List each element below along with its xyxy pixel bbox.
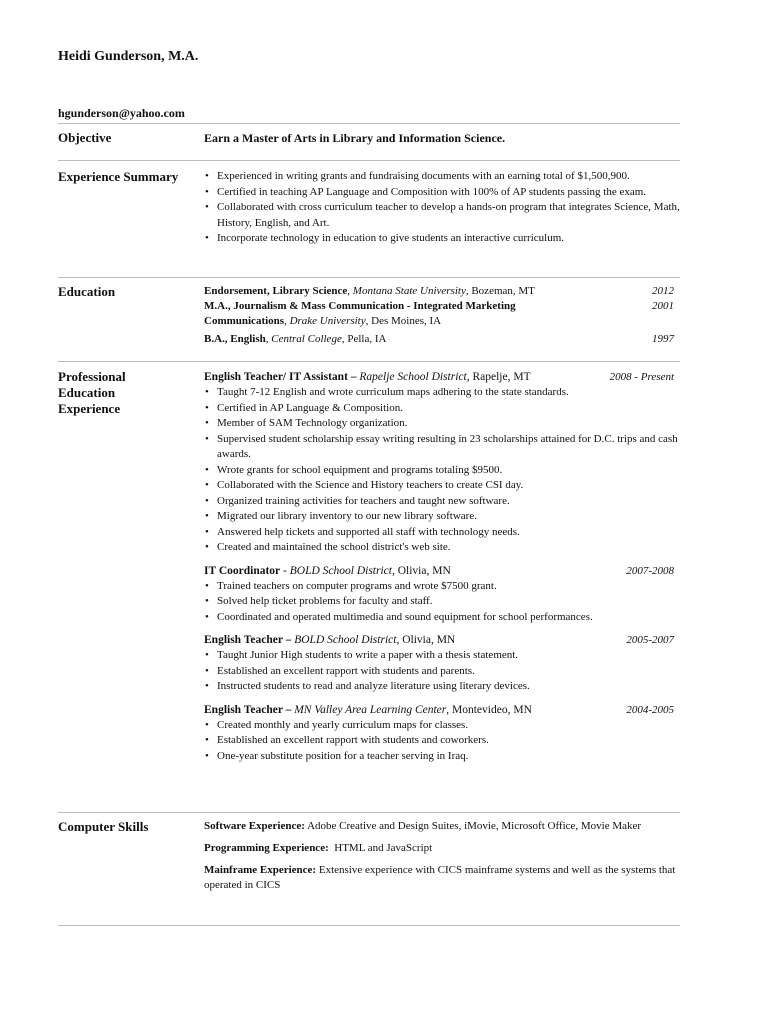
skill-label: Programming Experience: [204,842,329,854]
location: , Olivia, MN [396,634,456,646]
divider [58,277,680,278]
school: Montana State University [352,285,466,297]
list-item: • Coordinated and operated multimedia and sound equipment for school performances. [217,610,680,626]
job-header [204,702,680,718]
location: , Rapelje, MT [466,371,531,383]
list-item: • Collaborated with cross curriculum teacher to develop a hands-on program that integrates Science, Math, History, English, and Art. [217,200,680,231]
job-title: English Teacher – [204,703,295,716]
skill-text: Adobe Creative and Design Suites, iMovie, Microsoft Office, Movie Maker [304,820,642,832]
job-header [204,563,680,579]
education-heading: Education [58,284,116,299]
employer: - BOLD School District [280,564,392,577]
job-title: English Teacher – [204,634,295,646]
email-address: hgunderson@yahoo.com [58,106,185,120]
job-date: 2004-2005 [626,703,674,716]
skill-label: Mainframe Experience: [204,864,317,876]
job-bullets [204,718,680,765]
list-item: • Certified in teaching AP Language and Composition with 100% of AP students passing the exam. [217,185,680,201]
job-title: IT Coordinator [204,564,281,577]
list-item: • Instructed students to read and analyze literature using literary devices. [217,679,680,695]
list-item: • One-year substitute position for a teacher serving in Iraq. [217,749,680,765]
education-date: 2012 [652,285,674,297]
candidate-name: Heidi Gunderson, M.A. [58,49,199,64]
education-entry: M.A., Journalism & Mass Communication - Integrated Marketing Communications, Drake University, Des Moines, IA [204,300,516,327]
experience-heading: Professional Education Experience [58,369,126,416]
place: , Pella, IA [341,333,387,345]
list-item: • Supervised student scholarship essay writing resulting in 23 scholarships attained for D.C. trips and cash awards. [217,432,680,463]
list-item: • Taught Junior High students to write a paper with a thesis statement. [217,648,680,664]
job-entry [204,369,680,556]
objective-heading: Objective [58,130,112,145]
employer: BOLD School District [294,634,397,646]
summary-heading: Experience Summary [58,169,179,184]
degree: M.A., Journalism & Mass Communication - Integrated Marketing Communications [204,300,516,327]
list-item: • Established an excellent rapport with students and coworkers. [217,733,680,749]
education-date: 2001 [652,300,674,312]
degree: Endorsement, Library Science [204,285,348,297]
list-item: • Collaborated with the Science and History teachers to create CSI day. [217,478,680,494]
objective-text: Earn a Master of Arts in Library and Information Science. [204,131,506,145]
list-item: • Answered help tickets and supported all staff with technology needs. [217,525,680,541]
divider [58,160,680,161]
education-date: 1997 [652,333,674,345]
list-item: • Member of SAM Technology organization. [217,416,680,432]
list-item: • Migrated our library inventory to our new library software. [217,509,680,525]
skill-label: Software Experience: [204,820,305,832]
skill-entry [204,819,680,834]
divider [58,925,680,926]
list-item: • Created and maintained the school district's web site. [217,540,680,556]
list-item: • Created monthly and yearly curriculum maps for classes. [217,718,680,734]
job-date: 2008 - Present [609,371,674,383]
job-date: 2005-2007 [626,634,674,646]
divider [58,361,680,362]
job-entry [204,563,680,626]
school: Central College [271,333,342,345]
list-item: • Wrote grants for school equipment and programs totaling $9500. [217,463,680,479]
education-entry: Endorsement, Library Science, Montana State University, Bozeman, MT 2012 [204,285,674,297]
job-header [204,369,680,385]
divider [58,812,680,813]
list-item: • Certified in AP Language & Composition. [217,401,680,417]
skill-text: Extensive experience with CICS mainframe systems and well as the systems that operated in CICS [204,864,676,891]
education-entry: B.A., English, Central College, Pella, IA 1997 [204,333,674,345]
job-bullets [204,385,680,556]
job-title: English Teacher/ IT Assistant – [204,371,360,383]
degree: B.A., English [204,333,266,345]
list-item: • Trained teachers on computer programs and wrote $7500 grant. [217,579,680,595]
location: , Montevideo, MN [446,703,532,716]
skill-entry [204,863,680,893]
divider [58,123,680,124]
job-bullets [204,648,680,695]
job-date: 2007-2008 [626,564,674,577]
list-item: • Organized training activities for teachers and taught new software. [217,494,680,510]
school: Drake University [289,315,366,327]
list-item: • Solved help ticket problems for faculty and staff. [217,594,680,610]
job-entry [204,702,680,765]
job-entry [204,632,680,695]
skills-heading: Computer Skills [58,819,149,834]
location: , Olivia, MN [391,564,451,577]
summary-list [204,169,680,247]
place: , Bozeman, MT [465,285,535,297]
list-item: • Experienced in writing grants and fundraising documents with an earning total of $1,500,900. [217,169,680,185]
list-item: • Taught 7-12 English and wrote curriculum maps adhering to the state standards. [217,385,680,401]
list-item: • Incorporate technology in education to give students an interactive curriculum. [217,231,680,247]
job-header [204,632,680,648]
list-item: • Established an excellent rapport with students and parents. [217,664,680,680]
place: , Des Moines, IA [365,315,442,327]
skill-text: HTML and JavaScript [328,842,433,854]
skill-entry [204,841,680,856]
employer: Rapelje School District [359,371,467,383]
job-bullets [204,579,680,626]
employer: MN Valley Area Learning Center [294,703,447,716]
